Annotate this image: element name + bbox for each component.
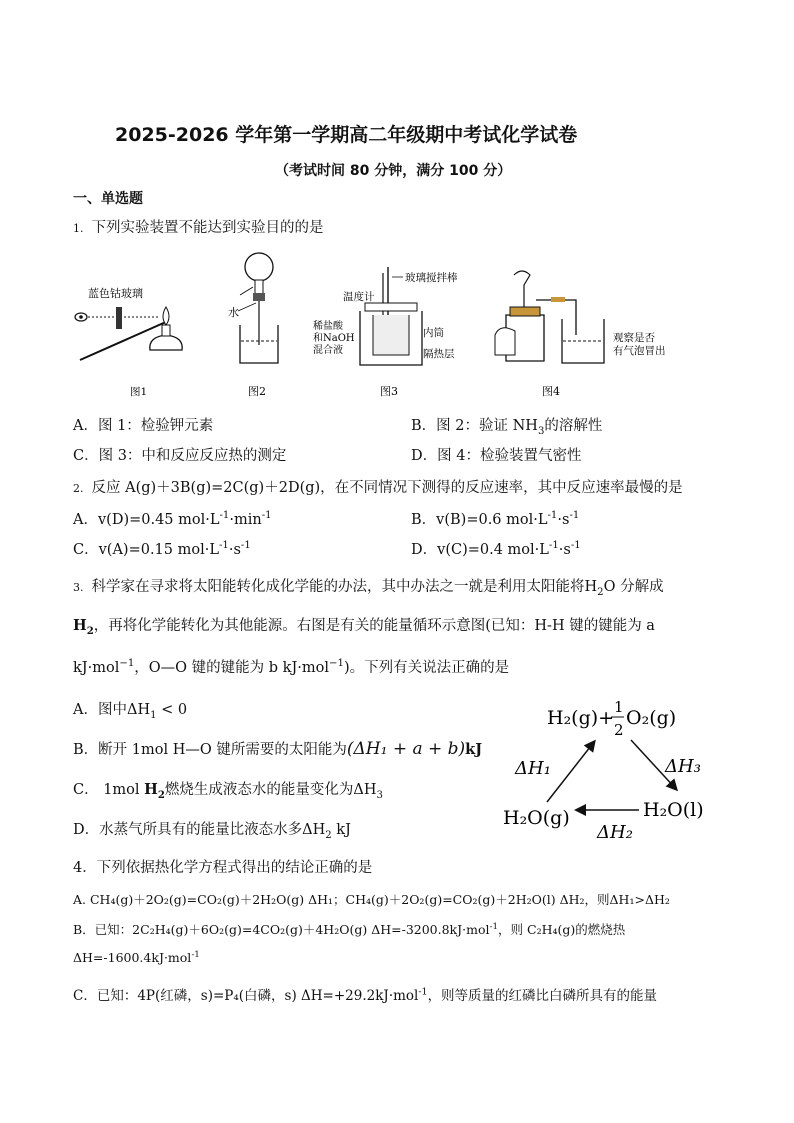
- question-text: 下列实验装置不能达到实验目的的是: [91, 220, 324, 236]
- flask-icon: [245, 253, 273, 281]
- funnel-icon: [514, 271, 530, 310]
- energy-cycle-diagram: [495, 690, 725, 850]
- dh1-label: ΔH₁: [515, 758, 551, 779]
- fig-label-3: 图3: [380, 385, 398, 398]
- q4-option-c[interactable]: C．已知：4P(红磷，s)=P₄(白磷，s) ΔH=+29.2kJ·mol$^{-1}$，则等质量的红磷比白磷所具有的能量: [73, 986, 658, 1004]
- diagram-top-species: H₂(g)+: [547, 707, 615, 729]
- fig3-mix-label-1: 稀盐酸: [313, 321, 343, 332]
- page-title: 2025-2026 学年第一学期高二年级期中考试化学试卷: [115, 124, 578, 146]
- q3-option-b[interactable]: B．断开 1mol H—O 键所需要的太阳能为(ΔH₁ + a + b)kJ: [73, 739, 483, 759]
- q3-option-a[interactable]: A．图中$\Delta H_1 < 0$: [73, 702, 188, 721]
- fig3-inner-label: 内筒: [423, 327, 444, 339]
- half-denominator: 2: [614, 721, 624, 739]
- dh2-label: ΔH₂: [597, 822, 633, 843]
- question-3-line-2: $H_2$，再将化学能转化为其他能源。右图是有关的能量循环示意图(已知：H-H 键的键能为 a: [73, 617, 655, 637]
- arrow-dh1: [547, 742, 594, 802]
- question-3-line-1: 3. 科学家在寻求将太阳能转化成化学能的办法，其中办法之一就是利用太阳能将$H_2O$ 分解成: [73, 579, 664, 598]
- figure-4: [495, 271, 666, 398]
- q1-figures: [70, 245, 710, 400]
- section-heading: 一、单选题: [73, 191, 143, 207]
- q3-option-d[interactable]: D．水蒸气所具有的能量比液态水多$\Delta H_2$ kJ: [73, 822, 351, 841]
- q2-option-d[interactable]: D．v(C)=0.4 $mol\cdot L^{-1}\cdot s^{-1}$: [411, 540, 581, 558]
- diagram-o2: O₂(g): [626, 707, 677, 729]
- q2-option-b[interactable]: B．v(B)=0.6 $mol\cdot L^{-1}\cdot s^{-1}$: [411, 510, 580, 528]
- q3-option-c[interactable]: C． 1mol $H_2$燃烧生成液态水的能量变化为$\Delta H_3$: [73, 781, 383, 801]
- exam-info: （考试时间 80 分钟，满分 100 分）: [275, 163, 512, 179]
- q2-option-c[interactable]: C．v(A)=0.15 $mol\cdot L^{-1}\cdot s^{-1}$: [73, 540, 251, 558]
- q4-option-b-line-1[interactable]: B．已知：2C₂H₄(g)＋6O₂(g)=4CO₂(g)＋4H₂O(g) ΔH=-3200.8kJ·mol$^{-1}$，则 C₂H₄(g)的燃烧热: [73, 921, 626, 937]
- question-number: 1.: [73, 222, 84, 235]
- question-number: 2.: [73, 482, 84, 495]
- q1-option-a[interactable]: A．图 1：检验钾元素: [73, 418, 214, 434]
- diagram-right-species: H₂O(l): [643, 799, 704, 821]
- fig3-thermometer-label: 温度计: [343, 291, 375, 303]
- diagram-left-species: H₂O(g): [503, 807, 570, 829]
- figure-3: [313, 267, 458, 398]
- fig4-label-2: 有气泡冒出: [613, 345, 666, 357]
- fig3-insulation-label: 隔热层: [423, 348, 455, 360]
- fig-label-4: 图4: [542, 385, 560, 398]
- fig-label-1: 图1: [130, 386, 148, 398]
- fig2-label: 水: [228, 306, 239, 319]
- q4-option-a[interactable]: A. CH₄(g)＋2O₂(g)=CO₂(g)＋2H₂O(g) ΔH₁；CH₄(g)＋2O₂(g)=CO₂(g)＋2H₂O(l) ΔH₂，则ΔH₁>ΔH₂: [73, 892, 670, 907]
- fig1-label: 蓝色钴玻璃: [88, 287, 143, 300]
- q4-option-b-line-2[interactable]: ΔH=-1600.4kJ·mol$^{-1}$: [73, 950, 200, 966]
- question-text: 反应 A(g)＋3B(g)=2C(g)＋2D(g)，在不同情况下测得的反应速率，其中反应速率最慢的是: [91, 480, 683, 496]
- question-2-stem: [73, 476, 683, 497]
- question-3-line-3: kJ·mol$^{-1}$，O—O 键的键能为 b kJ·mol$^{-1}$)。下列有关说法正确的是: [73, 658, 510, 676]
- fig3-mix-label-2: 和NaOH: [313, 333, 355, 344]
- fig-label-2: 图2: [248, 385, 266, 398]
- fig3-glass-rod-label: 玻璃搅拌棒: [405, 272, 458, 284]
- q1-option-d[interactable]: D．图 4：检验装置气密性: [411, 448, 582, 464]
- cobalt-glass: [116, 307, 122, 329]
- fig4-label-1: 观察是否: [613, 332, 655, 344]
- fig3-mix-label-3: 混合液: [313, 345, 343, 356]
- q1-option-b[interactable]: B．图 2：验证 $NH_3$的溶解性: [411, 418, 603, 437]
- question-1-stem: [73, 216, 324, 237]
- figure-2: [228, 253, 278, 398]
- q1-option-c[interactable]: C．图 3：中和反应反应热的测定: [73, 448, 287, 464]
- question-4-stem: 4．下列依据热化学方程式得出的结论正确的是: [73, 860, 373, 876]
- dh3-label: ΔH₃: [665, 756, 701, 777]
- half-numerator: 1: [614, 698, 624, 716]
- q2-option-a[interactable]: A．v(D)=0.45 $mol\cdot L^{-1}\cdot\min^{-1}$: [73, 510, 272, 528]
- figure-1: [75, 286, 182, 398]
